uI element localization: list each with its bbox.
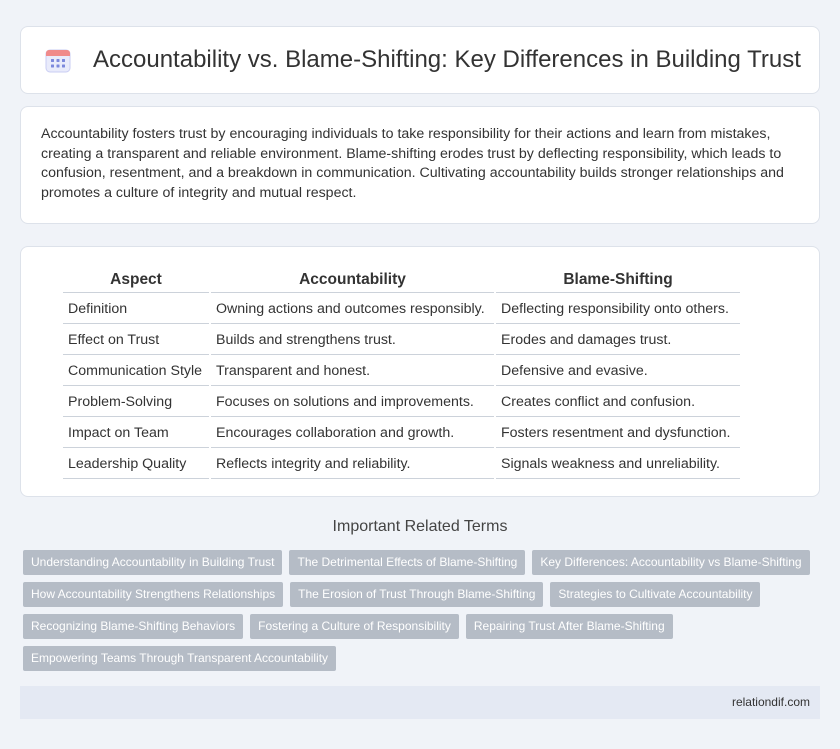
page-title: Accountability vs. Blame-Shifting: Key Differences in Building Trust: [93, 46, 801, 73]
related-tag[interactable]: Empowering Teams Through Transparent Accountability: [23, 646, 336, 671]
table-cell: Creates conflict and confusion.: [496, 388, 740, 417]
related-tag[interactable]: Fostering a Culture of Responsibility: [250, 614, 459, 639]
comparison-card: [20, 246, 820, 497]
table-cell: Problem-Solving: [63, 388, 209, 417]
table-cell: Owning actions and outcomes responsibly.: [211, 295, 494, 324]
intro-card: [20, 106, 820, 224]
table-row: [63, 388, 740, 417]
table-row: [63, 357, 740, 386]
header-accountability: Accountability: [211, 271, 494, 293]
related-tag[interactable]: The Detrimental Effects of Blame-Shifting: [289, 550, 525, 575]
table-cell: Effect on Trust: [63, 326, 209, 355]
table-cell: Reflects integrity and reliability.: [211, 450, 494, 479]
table-cell: Signals weakness and unreliability.: [496, 450, 740, 479]
table-cell: Impact on Team: [63, 419, 209, 448]
table-cell: Communication Style: [63, 357, 209, 386]
related-terms-tags: [23, 550, 823, 678]
header-blame-shifting: Blame-Shifting: [496, 271, 740, 293]
table-row: [63, 450, 740, 479]
related-tag[interactable]: Strategies to Cultivate Accountability: [550, 582, 760, 607]
table-cell: Definition: [63, 295, 209, 324]
header-card: [20, 26, 820, 94]
footer: [20, 686, 820, 719]
calendar-icon: [45, 47, 71, 73]
table-cell: Focuses on solutions and improvements.: [211, 388, 494, 417]
table-cell: Builds and strengthens trust.: [211, 326, 494, 355]
table-row: [63, 419, 740, 448]
related-tag[interactable]: The Erosion of Trust Through Blame-Shifting: [290, 582, 543, 607]
header-aspect: Aspect: [63, 271, 209, 293]
comparison-table: [61, 269, 742, 481]
table-cell: Leadership Quality: [63, 450, 209, 479]
table-cell: Fosters resentment and dysfunction.: [496, 419, 740, 448]
table-cell: Defensive and evasive.: [496, 357, 740, 386]
related-tag[interactable]: Recognizing Blame-Shifting Behaviors: [23, 614, 243, 639]
table-cell: Erodes and damages trust.: [496, 326, 740, 355]
related-terms-title: Important Related Terms: [332, 518, 508, 535]
table-header-row: [63, 271, 740, 293]
table-row: [63, 295, 740, 324]
related-tag[interactable]: Repairing Trust After Blame-Shifting: [466, 614, 673, 639]
footer-site-link[interactable]: relationdif.com: [731, 695, 810, 709]
intro-text: Accountability fosters trust by encouraging individuals to take responsibility for their actions and learn from mistakes, creating a transparent and reliable environment. Blame-shifting erodes trust by deflecting responsibility, which leads to confusion, resentment, and a breakdown in communication. Cultivating accountability builds stronger relationships and promotes a culture of integrity and mutual respect.: [41, 126, 784, 201]
table-row: [63, 326, 740, 355]
related-tag[interactable]: Understanding Accountability in Building Trust: [23, 550, 282, 575]
table-cell: Encourages collaboration and growth.: [211, 419, 494, 448]
table-cell: Transparent and honest.: [211, 357, 494, 386]
related-tag[interactable]: Key Differences: Accountability vs Blame-Shifting: [532, 550, 809, 575]
table-cell: Deflecting responsibility onto others.: [496, 295, 740, 324]
related-tag[interactable]: How Accountability Strengthens Relationships: [23, 582, 283, 607]
